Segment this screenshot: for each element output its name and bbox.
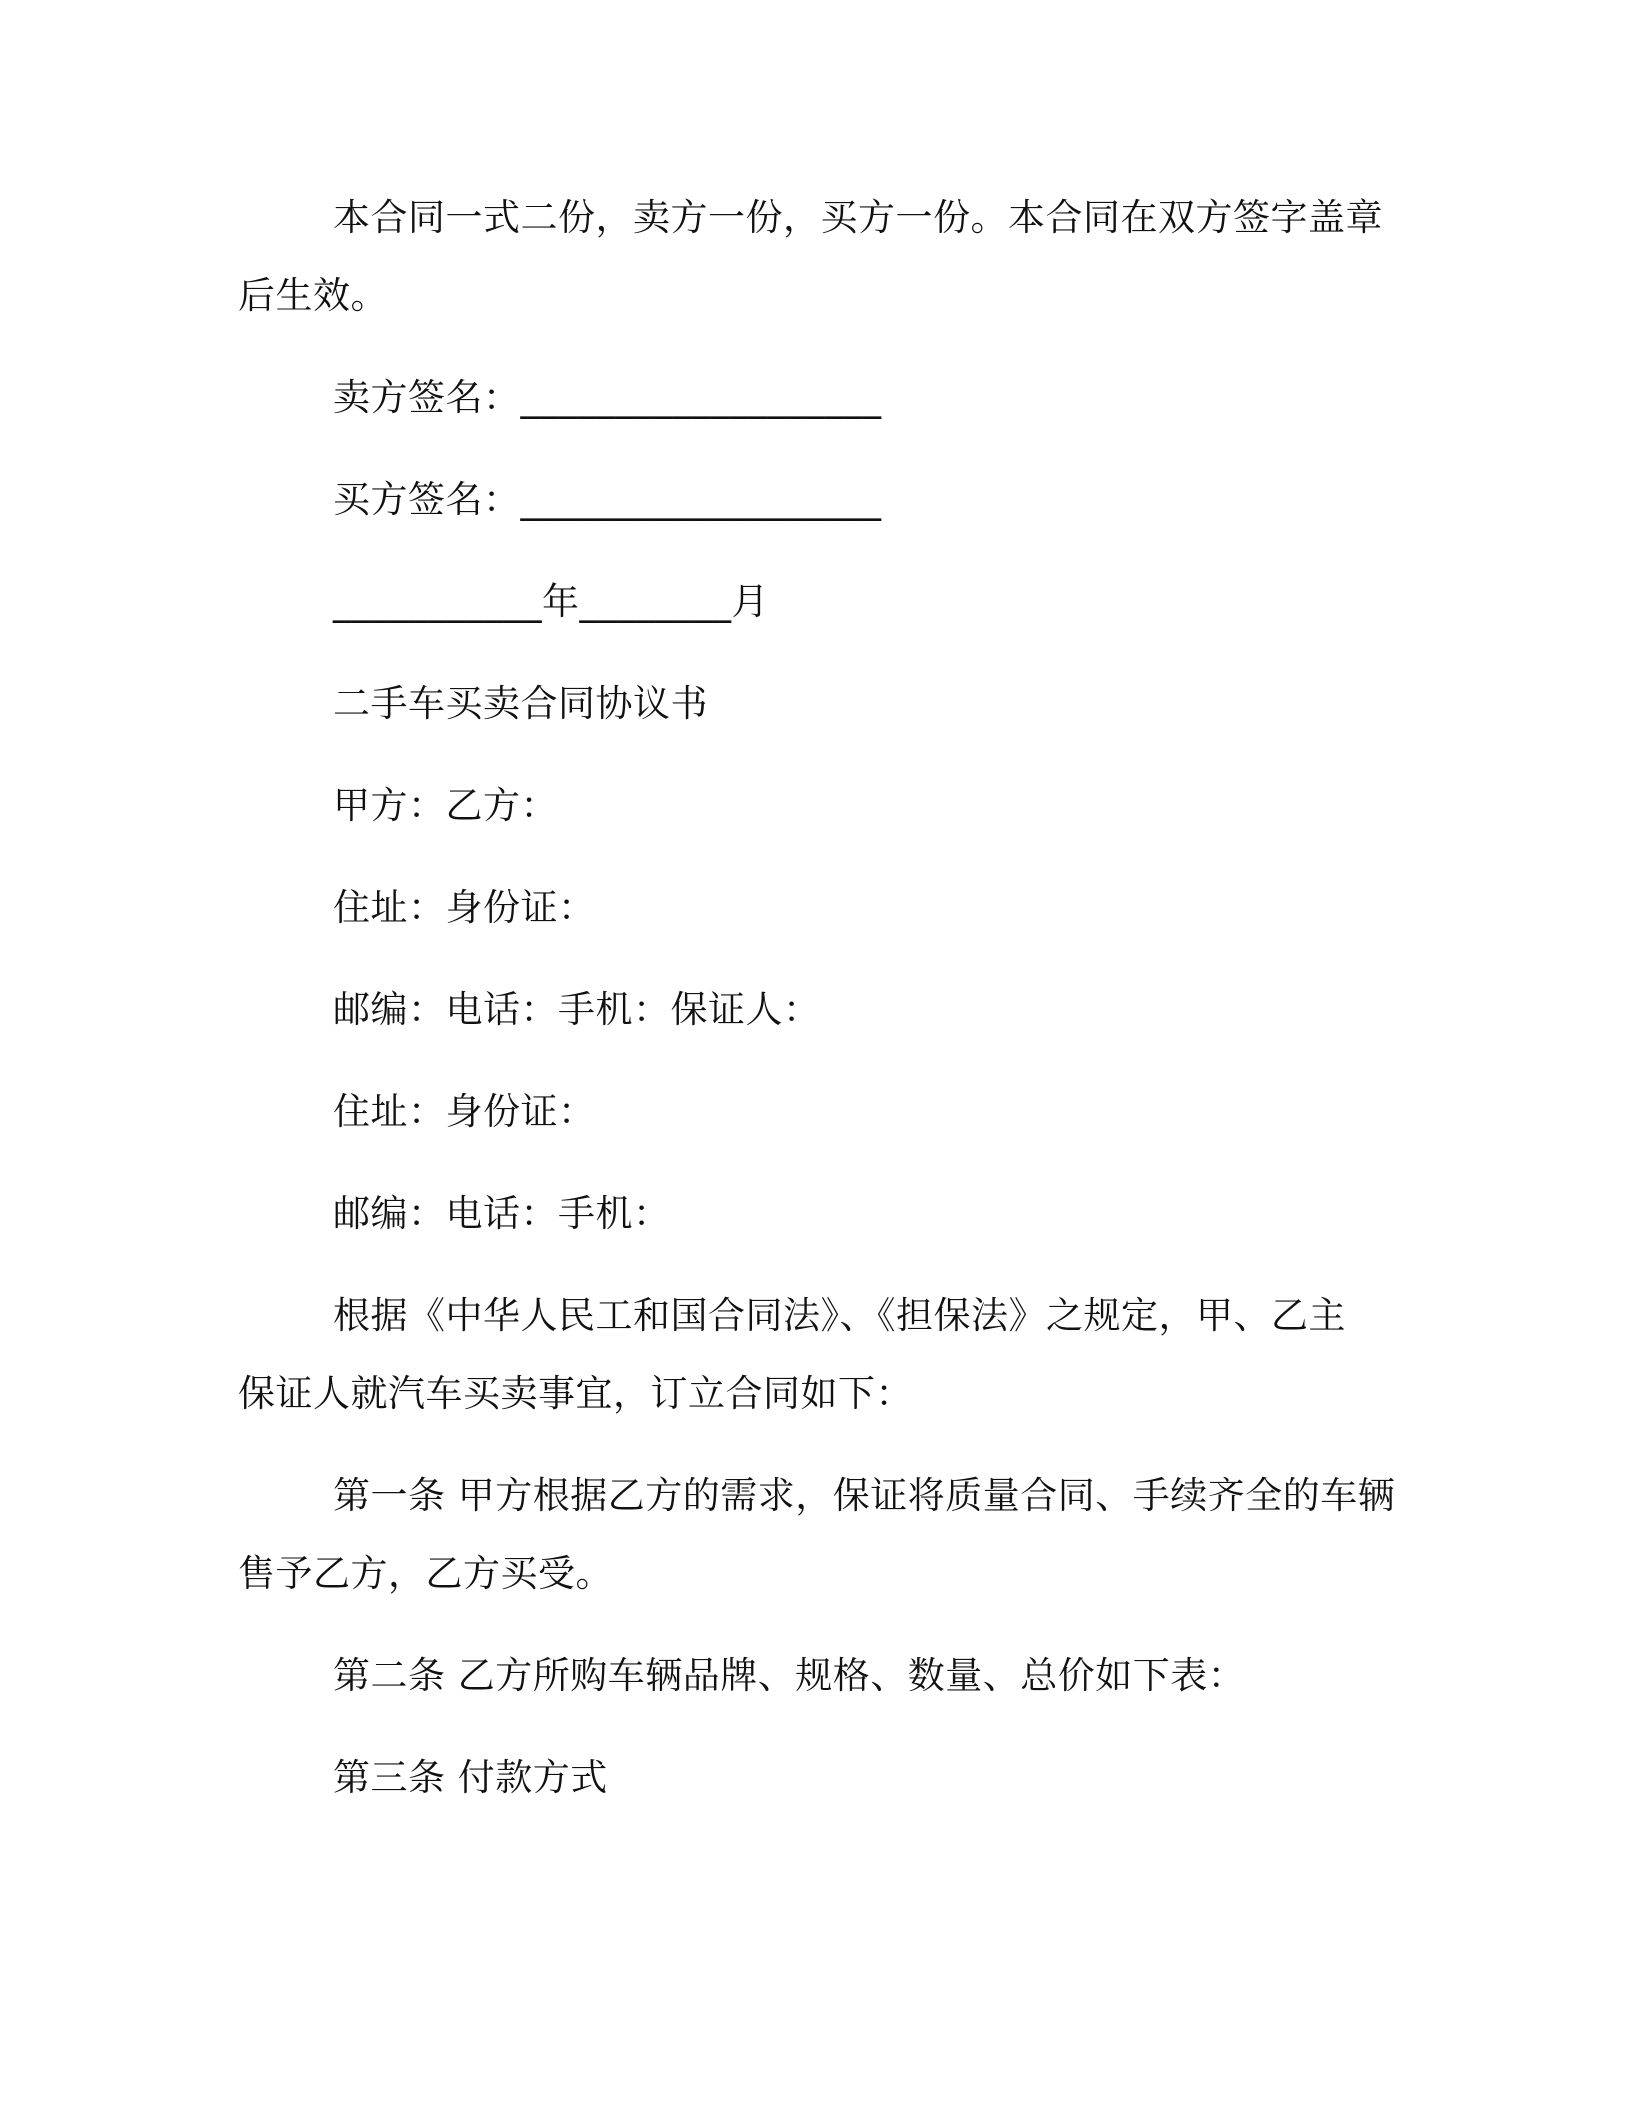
guarantor-contact-line: 邮编：电话：手机： [333,1192,671,1235]
contact-guarantor-line: 邮编：电话：手机：保证人： [333,988,821,1031]
seller-signature-line: 卖方签名：___________________ [333,376,882,419]
guarantor-address-id-line: 住址：身份证： [333,1090,596,1133]
article-3-line: 第三条 付款方式 [333,1756,608,1799]
closing-clause-line-1: 本合同一式二份，卖方一份，买方一份。本合同在双方签字盖章 [333,196,1383,239]
article-1-line-1: 第一条 甲方根据乙方的需求，保证将质量合同、手续齐全的车辆 [333,1474,1396,1517]
legal-basis-line-2: 保证人就汽车买卖事宜，订立合同如下： [238,1372,913,1415]
buyer-signature-line: 买方签名：___________________ [333,478,882,521]
article-1-line-2: 售予乙方，乙方买受。 [238,1552,613,1595]
party-a-b-line: 甲方：乙方： [333,784,558,827]
date-line: ___________年________月 [333,580,769,623]
closing-clause-line-2: 后生效。 [238,274,388,317]
legal-basis-line-1: 根据《中华人民工和国合同法》、《担保法》之规定，甲、乙主 [333,1294,1346,1337]
address-id-line: 住址：身份证： [333,886,596,929]
contract-title: 二手车买卖合同协议书 [333,682,708,725]
article-2-line: 第二条 乙方所购车辆品牌、规格、数量、总价如下表： [333,1654,1246,1697]
